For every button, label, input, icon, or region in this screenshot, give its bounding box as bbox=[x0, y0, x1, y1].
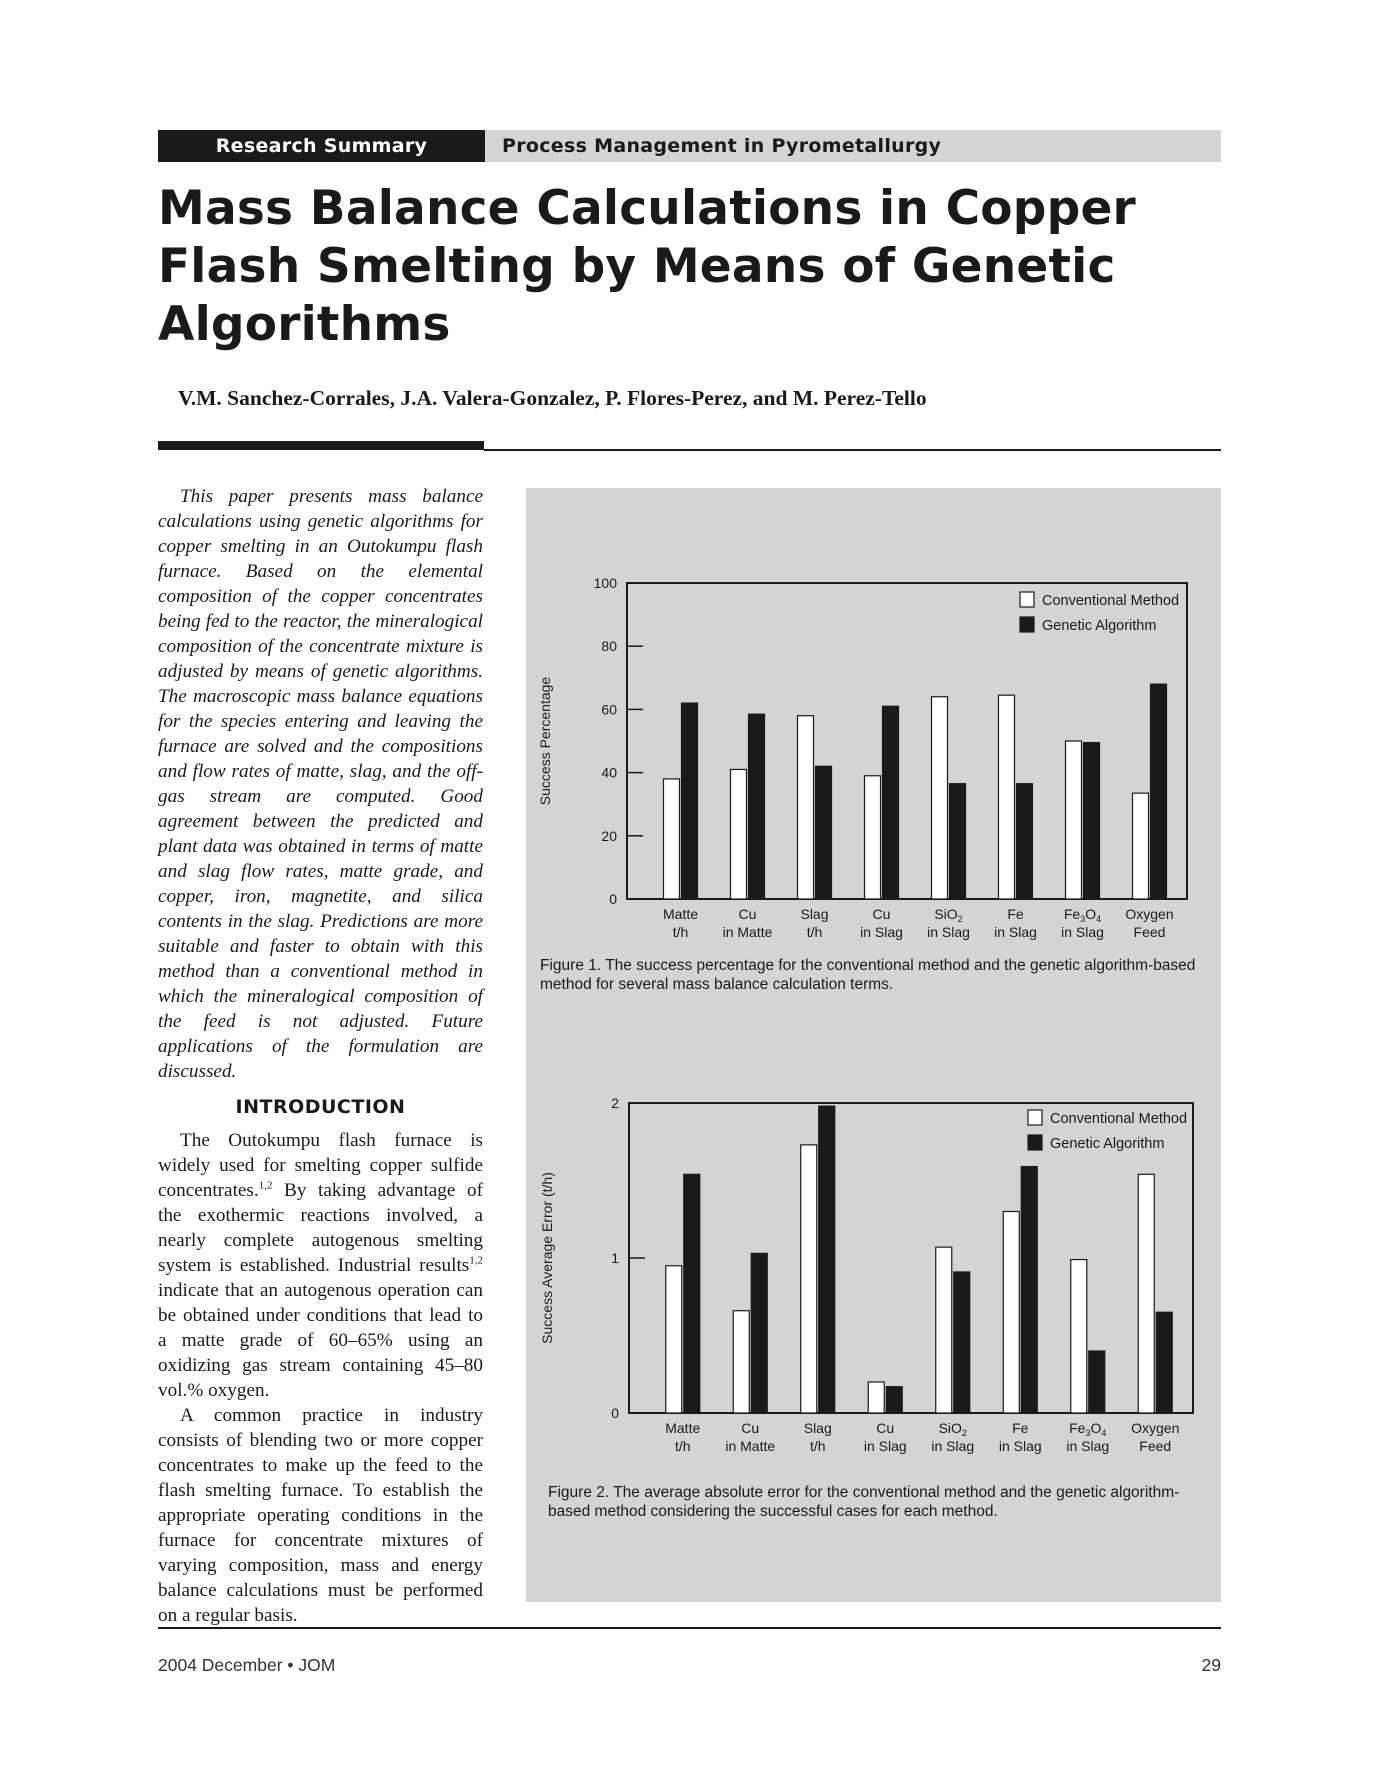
bar-conventional bbox=[1003, 1212, 1019, 1414]
topic-label: Process Management in Pyrometallurgy bbox=[502, 135, 942, 157]
bar-conventional bbox=[865, 776, 881, 899]
bar-conventional bbox=[932, 697, 948, 899]
x-tick-label: Feed bbox=[1139, 1438, 1172, 1454]
bar-genetic bbox=[749, 714, 765, 899]
bar-genetic bbox=[684, 1174, 700, 1413]
x-tick-label: Cu bbox=[872, 906, 891, 922]
x-tick-label: t/h bbox=[806, 924, 823, 940]
section-label: Research Summary bbox=[158, 130, 485, 162]
x-tick-label: $Fe_3O_4$ bbox=[1069, 1420, 1107, 1438]
bar-genetic bbox=[1084, 743, 1100, 899]
x-tick-label: Slag bbox=[803, 1420, 832, 1436]
legend-label: Conventional Method bbox=[1050, 1111, 1188, 1127]
figure-2-svg bbox=[526, 1008, 1221, 1478]
bar-conventional bbox=[731, 769, 747, 899]
x-tick-label: Fe bbox=[1012, 1420, 1029, 1436]
x-tick-label: Feed bbox=[1133, 924, 1166, 940]
x-tick-label: Cu bbox=[738, 906, 757, 922]
x-tick-label: t/h bbox=[809, 1438, 826, 1454]
bar-conventional bbox=[1066, 741, 1082, 899]
y-tick-label: 1 bbox=[611, 1250, 619, 1266]
y-tick-label: 0 bbox=[611, 1405, 619, 1421]
intro-text: The Outokumpu flash furnace is widely used for smelting copper sulfide concentrates. bbox=[158, 1130, 483, 1201]
title-rule-thin bbox=[484, 449, 1221, 451]
x-tick-label: in Slag bbox=[860, 924, 903, 940]
y-axis-label: Success Average Error (t/h) bbox=[539, 1172, 555, 1344]
bar-genetic bbox=[950, 784, 966, 899]
y-tick-label: 80 bbox=[601, 638, 617, 655]
x-tick-label: $Fe_3O_4$ bbox=[1063, 906, 1102, 924]
x-tick-label: Fe bbox=[1007, 906, 1024, 922]
bar-genetic bbox=[1156, 1312, 1172, 1413]
bar-genetic bbox=[883, 706, 899, 899]
section-heading-introduction: INTRODUCTION bbox=[235, 1096, 406, 1118]
figure-1-chart bbox=[526, 488, 1221, 948]
x-tick-label: SiO$_2$ bbox=[938, 1420, 967, 1438]
left-text-column bbox=[158, 484, 483, 1628]
bar-genetic bbox=[886, 1387, 902, 1413]
intro-paragraph-1 bbox=[158, 1128, 483, 1403]
footer-rule bbox=[158, 1627, 1221, 1629]
x-tick-label: in Matte bbox=[725, 1438, 776, 1454]
abstract: This paper presents mass balance calculations using genetic algorithms for copper smelting in an Outokumpu flash furnace. Based on the elemental composition of the copper concentrates being fed to the reactor, the mineralogical composition of the concentrate mixture is adjusted by means of genetic algorithms. The macroscopic mass balance equations for the species entering and leaving the furnace are solved and the compositions and flow rates of matte, slag, and the off-gas stream are computed. Good agreement between the predicted and plant data was obtained in terms of matte and slag flow rates, matte grade, and copper, iron, magnetite, and silica contents in the slag. Predictions are more suitable and faster to obtain with this method than a conventional method in which the mineralogical composition of the feed is not adjusted. Future applications of the formulation are discussed. bbox=[158, 486, 483, 1082]
bar-conventional bbox=[999, 695, 1015, 899]
x-tick-label: Slag bbox=[800, 906, 829, 922]
intro-text: By taking advantage of the exothermic reactions involved, a nearly complete autogenous smelting system is established. Industrial results bbox=[158, 1180, 483, 1276]
y-tick-label: 40 bbox=[601, 764, 617, 781]
bar-genetic bbox=[1089, 1351, 1105, 1413]
legend-swatch bbox=[1020, 592, 1034, 607]
legend-swatch bbox=[1028, 1110, 1042, 1125]
bar-genetic bbox=[816, 766, 832, 899]
x-tick-label: in Slag bbox=[1066, 1438, 1110, 1454]
y-tick-label: 0 bbox=[609, 891, 617, 907]
x-tick-label: in Slag bbox=[863, 1438, 907, 1454]
y-tick-label: 60 bbox=[601, 701, 617, 718]
figure-1-caption: Figure 1. The success percentage for the conventional method and the genetic algorithm-based method for several mass balance calculation terms. bbox=[540, 957, 1196, 993]
title-rule-thick bbox=[158, 441, 484, 450]
figure-panel bbox=[526, 488, 1221, 1602]
x-tick-label: Matte bbox=[665, 1420, 701, 1436]
y-axis-label: Success Percentage bbox=[537, 676, 553, 806]
legend-swatch bbox=[1020, 617, 1034, 632]
page-number: 29 bbox=[1201, 1655, 1221, 1675]
bar-genetic bbox=[1151, 684, 1167, 899]
x-tick-label: in Slag bbox=[998, 1438, 1042, 1454]
figure-2-caption: Figure 2. The average absolute error for the conventional method and the genetic algorithm-based method considering the successful cases for each method. bbox=[548, 1484, 1180, 1520]
bar-conventional bbox=[798, 716, 814, 899]
article-authors: V.M. Sanchez-Corrales, J.A. Valera-Gonzalez, P. Flores-Perez, and M. Perez-Tello bbox=[178, 386, 927, 410]
bar-genetic bbox=[819, 1106, 835, 1413]
intro-paragraph-2: A common practice in industry consists of blending two or more copper concentrates to make up the feed to the flash smelting furnace. To establish the appropriate operating conditions in the furnace for concentrate mixtures of varying composition, mass and energy balance calculations must be performed on a regular basis. bbox=[158, 1405, 483, 1626]
bar-genetic bbox=[1021, 1167, 1037, 1413]
bar-conventional bbox=[1133, 793, 1149, 899]
x-tick-label: Oxygen bbox=[1125, 906, 1174, 922]
x-tick-label: Matte bbox=[662, 906, 699, 922]
x-tick-label: in Slag bbox=[1061, 924, 1104, 940]
bar-genetic bbox=[954, 1272, 970, 1413]
bar-genetic bbox=[1017, 784, 1033, 899]
y-tick-label: 100 bbox=[593, 575, 617, 591]
bar-genetic bbox=[751, 1253, 767, 1413]
x-tick-label: SiO$_2$ bbox=[934, 906, 963, 924]
bar-conventional bbox=[1071, 1260, 1087, 1413]
bar-conventional bbox=[801, 1145, 817, 1413]
x-tick-label: Cu bbox=[741, 1420, 760, 1436]
intro-text: indicate that an autogenous operation can be obtained under conditions that lead to a matte grade of 60–65% using an oxidizing gas stream containing 45–80 vol.% oxygen. bbox=[158, 1280, 483, 1401]
figure-1-svg bbox=[526, 488, 1221, 948]
y-tick-label: 2 bbox=[611, 1095, 619, 1111]
bar-conventional bbox=[1138, 1174, 1154, 1413]
bar-conventional bbox=[666, 1266, 682, 1413]
bar-genetic bbox=[682, 703, 698, 899]
x-tick-label: in Slag bbox=[994, 924, 1037, 940]
bar-conventional bbox=[936, 1247, 952, 1413]
y-tick-label: 20 bbox=[601, 827, 617, 844]
x-tick-label: Cu bbox=[876, 1420, 895, 1436]
reference-marker: 1,2 bbox=[469, 1254, 483, 1267]
bar-conventional bbox=[733, 1311, 749, 1413]
legend-label: Genetic Algorithm bbox=[1050, 1136, 1165, 1152]
x-tick-label: in Slag bbox=[931, 1438, 975, 1454]
bar-conventional bbox=[664, 779, 680, 899]
figure-2-chart bbox=[526, 1008, 1221, 1478]
footer-journal: 2004 December • JOM bbox=[158, 1655, 336, 1675]
x-tick-label: Oxygen bbox=[1131, 1420, 1180, 1436]
x-tick-label: in Slag bbox=[927, 924, 970, 940]
legend-label: Conventional Method bbox=[1042, 593, 1180, 609]
bar-conventional bbox=[868, 1382, 884, 1413]
reference-marker: 1,2 bbox=[258, 1179, 273, 1192]
x-tick-label: t/h bbox=[674, 1438, 691, 1454]
x-tick-label: in Matte bbox=[722, 924, 773, 940]
legend-swatch bbox=[1028, 1135, 1042, 1150]
article-title: Mass Balance Calculations in Copper Flash Smelting by Means of Genetic Algorithms bbox=[158, 181, 1136, 352]
x-tick-label: t/h bbox=[672, 924, 689, 940]
legend-label: Genetic Algorithm bbox=[1042, 618, 1157, 634]
